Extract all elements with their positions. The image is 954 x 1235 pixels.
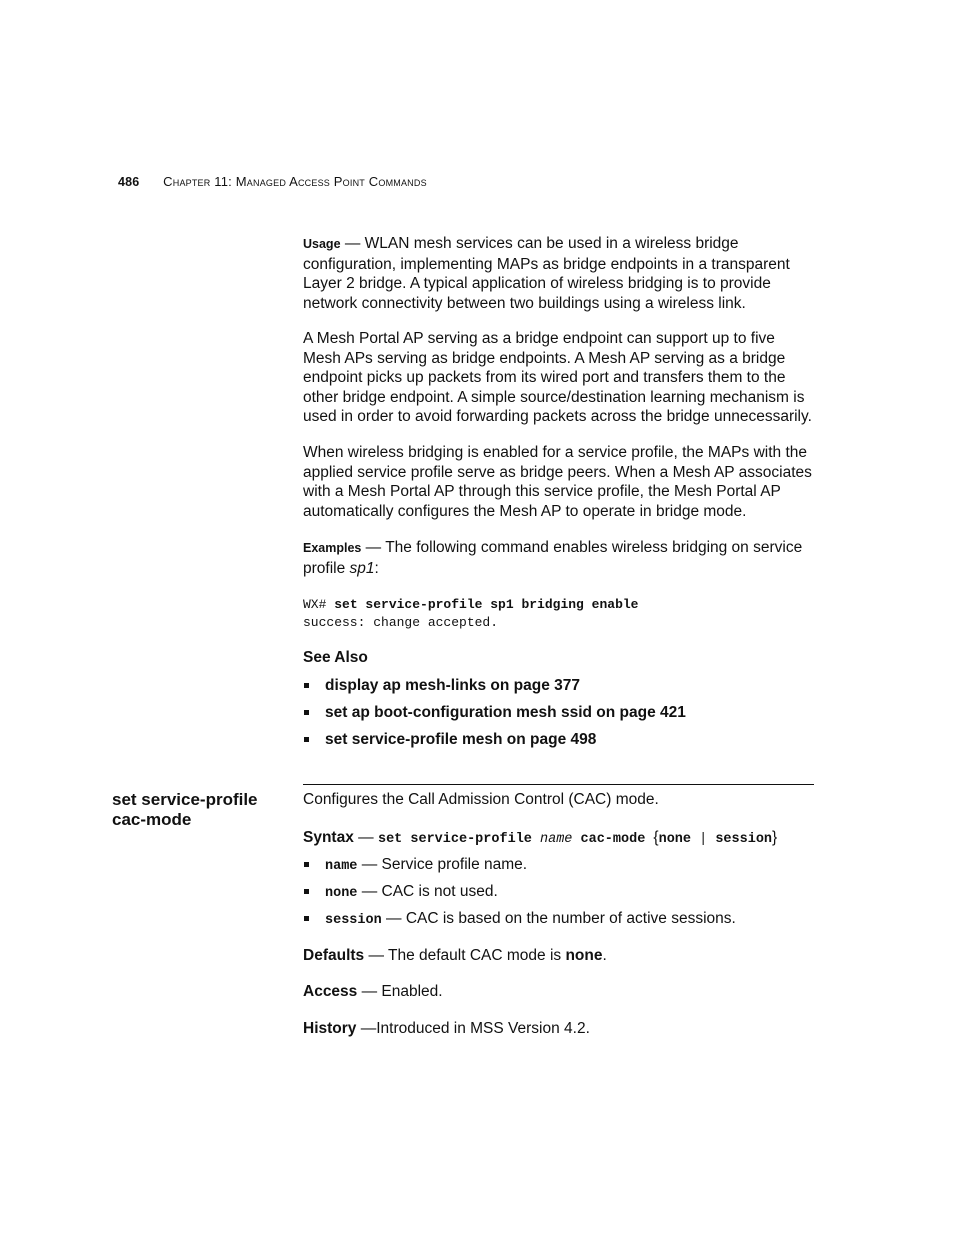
usage-label: Usage (303, 237, 341, 251)
usage-text-1: WLAN mesh services can be used in a wireless bridge configuration, implementing MAPs as bridge endpoints in a transparent Layer 2 bridge. A typical application of wireless bridging is to provide network connectivity between two buildings using a wireless link. (303, 235, 790, 312)
code-output: success: change accepted. (303, 615, 499, 630)
command-title: set service-profile cac-mode (112, 790, 258, 829)
see-also-section (303, 648, 815, 757)
usage-section (303, 234, 815, 313)
see-also-link[interactable]: display ap mesh-links on page 377 (325, 677, 580, 694)
see-also-link[interactable]: set ap boot-configuration mesh ssid on page 421 (325, 704, 686, 721)
see-also-title: See Also (303, 649, 368, 666)
list-item: name — Service profile name. (303, 855, 815, 882)
default-value: none (565, 947, 603, 964)
access-label: Access (303, 983, 358, 1000)
code-command: set service-profile sp1 bridging enable (334, 597, 639, 612)
examples-section (303, 538, 815, 578)
list-item (303, 703, 815, 730)
page-number: 486 (118, 175, 140, 189)
page-header (118, 172, 427, 193)
list-item: none — CAC is not used. (303, 882, 815, 909)
defaults-label: Defaults (303, 947, 365, 964)
profile-name: sp1 (349, 559, 375, 577)
history-line: History —Introduced in MSS Version 4.2. (303, 1020, 590, 1037)
see-also-list (303, 676, 815, 757)
list-item: session — CAC is based on the number of active sessions. (303, 909, 815, 936)
access-line: Access — Enabled. (303, 983, 443, 1000)
section-divider (303, 784, 814, 785)
examples-paragraph: Examples — The following command enables wireless bridging on service profile sp1: (303, 539, 803, 577)
list-item (303, 676, 815, 703)
history-label: History (303, 1020, 357, 1037)
list-item (303, 730, 815, 757)
examples-label: Examples (303, 541, 362, 555)
syntax-line: Syntax — set service-profile name cac-mode {none | session} (303, 829, 778, 847)
usage-paragraph-3: When wireless bridging is enabled for a service profile, the MAPs with the applied service profile serve as bridge peers. When a Mesh AP associates with a Mesh Portal AP through this service profile, the Mesh Portal AP automatically configures the Mesh AP to operate in bridge mode. (303, 444, 812, 520)
usage-paragraph-2: A Mesh Portal AP serving as a bridge endpoint can support up to five Mesh APs serving as bridge endpoints. A Mesh AP serving as a bridge endpoint picks up packets from its wired port and transfers them to the other bridge endpoint. A simple source/destination learning mechanism is used in order to avoid forwarding packets across the bridge unnecessarily. (303, 330, 812, 425)
param-name: name (325, 859, 358, 874)
command-description: Configures the Call Admission Control (CAC) mode. (303, 791, 659, 808)
param-session: session (325, 913, 382, 928)
code-command-line: WX# set service-profile sp1 bridging enable (303, 597, 639, 612)
usage-paragraph-1: Usage — WLAN mesh services can be used in a wireless bridge configuration, implementing MAPs as bridge endpoints in a transparent Layer 2 bridge. A typical application of wireless bridging is to provide network connectivity between two buildings using a wireless link. (303, 235, 790, 312)
syntax-label: Syntax (303, 829, 354, 846)
parameter-list (303, 855, 815, 936)
defaults-line: Defaults — The default CAC mode is none. (303, 947, 607, 964)
see-also-link[interactable]: set service-profile mesh on page 498 (325, 731, 597, 748)
param-none: none (325, 886, 358, 901)
chapter-title: Chapter 11: Managed Access Point Commands (163, 174, 427, 189)
code-example (303, 596, 815, 632)
